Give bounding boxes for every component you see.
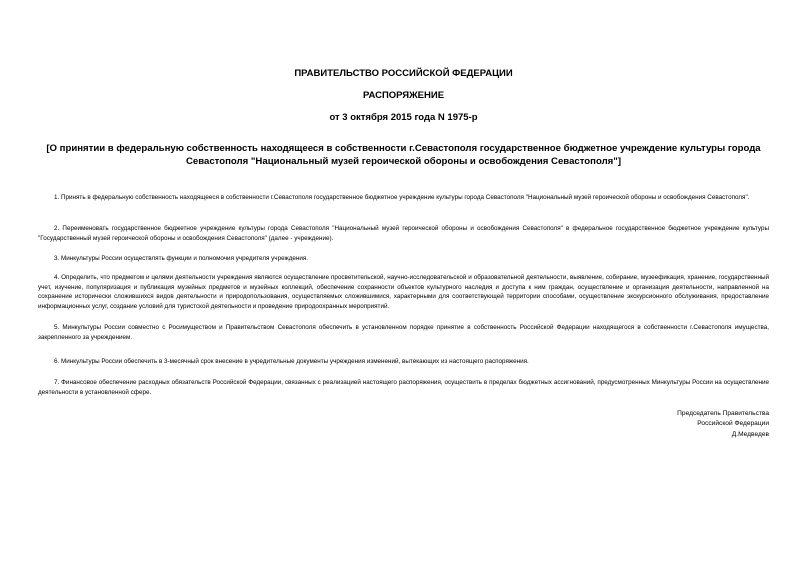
document-title: [О принятии в федеральную собственность находящееся в собственности г.Севастополя государственное бюджетное учреждение культуры города Севастополя "Национальный музей героической обороны и освобождения Севастополя"]	[46, 143, 761, 167]
paragraph-7: 7. Финансовое обеспечение расходных обязательств Российской Федерации, связанных с реализацией настоящего распоряжения, осуществить в пределах бюджетных ассигнований, предусмотренных Минкультуры России на осуществление деятельности в установленной сфере.	[38, 379, 769, 396]
paragraph-4: 4. Определить, что предметом и целями деятельности учреждения являются осуществление просветительской, научно-исследовательской и образовательной деятельности, выявление, собирание, музеефикация, хранение, государственный учет, изучение, популяризация и публикация музейных предметов и музейных коллекций, обеспечение сохранности объектов культурного наследия и доступа к ним граждан, осуществление и организация деятельности, направленной на сохранение исторически сложившихся видов деятельности и природопользования, осуществляемых сложившимися, характерными для соответствующей территории способами, осуществление экскурсионного обслуживания, предоставление информационных услуг, создание условий для туристской деятельности и проведение природоохранных мероприятий.	[38, 274, 769, 310]
paragraph-5: 5. Минкультуры России совместно с Росимуществом и Правительством Севастополя обеспечить в установленном порядке принятие в собственность Российской Федерации находящегося в собственности г.Севастополя имущества, закрепленного за учреждением.	[38, 324, 769, 341]
date-number-heading: от 3 октября 2015 года N 1975-р	[329, 112, 478, 123]
signature-position-line2: Российской Федерации	[697, 420, 769, 428]
signature-name: Д.Медведев	[731, 430, 769, 438]
paragraph-1: 1. Принять в федеральную собственность находящееся в собственности г.Севастополя государственное бюджетное учреждение культуры города Севастополя "Национальный музей героической обороны и освобождения Севастополя".	[54, 194, 750, 201]
paragraph-2: 2. Переименовать государственное бюджетное учреждение культуры города Севастополя "Национальный музей героической обороны и освобождения Севастополя" в федеральное государственное бюджетное учреждение культуры "Государственный музей героической обороны и освобождения Севастополя" (далее - учреждение).	[38, 225, 769, 242]
paragraph-3: 3. Минкультуры России осуществлять функции и полномочия учредителя учреждения.	[54, 255, 309, 262]
signature-position-line1: Председатель Правительства	[677, 410, 769, 417]
document-type-heading: РАСПОРЯЖЕНИЕ	[362, 90, 445, 101]
signature-block	[677, 409, 769, 440]
government-heading: ПРАВИТЕЛЬСТВО РОССИЙСКОЙ ФЕДЕРАЦИИ	[294, 68, 513, 79]
paragraph-6: 6. Минкультуры России обеспечить в 3-месячный срок внесение в учредительные документы учреждения изменений, вытекающих из настоящего распоряжения.	[54, 358, 529, 365]
